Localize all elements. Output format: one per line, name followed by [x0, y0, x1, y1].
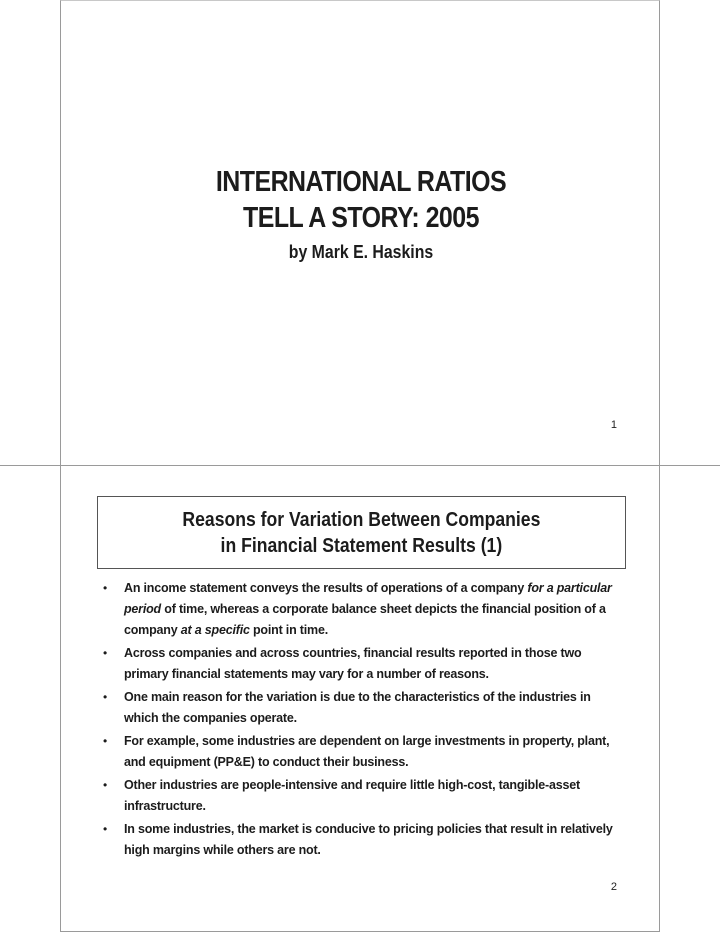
slide-1-page-number: 1	[610, 419, 617, 431]
bullet-list	[103, 578, 618, 863]
bullet-item-4: • For example, some industries are dependent on large investments in property, plant, and equipment (PP&E) to conduct their business.	[103, 731, 618, 773]
slide-2-title-line-1: Reasons for Variation Between Companies	[182, 508, 541, 531]
emphasis-specific: at a specific	[180, 623, 250, 637]
bullet-item-2: • Across companies and across countries, financial results reported in those two primary financial statements may vary for a number of reasons.	[103, 643, 618, 685]
slide-2-title-line-2: in Financial Statement Results (1)	[220, 534, 503, 557]
slide-2	[60, 466, 660, 932]
slide-1-title-line-2: TELL A STORY: 2005	[242, 202, 480, 234]
bullet-item-5: • Other industries are people-intensive and require little high-cost, tangible-asset infrastructure.	[103, 775, 618, 817]
slide-2-page-number: 2	[610, 881, 617, 893]
slide-2-title-box	[97, 496, 626, 569]
slide-1	[60, 0, 660, 466]
slide-1-title-line-1: INTERNATIONAL RATIOS	[215, 166, 507, 198]
bullet-item-3: • One main reason for the variation is due to the characteristics of the industries in which the companies operate.	[103, 687, 618, 729]
emphasis-period: for a particular period	[124, 581, 612, 616]
bullet-item-6: • In some industries, the market is conducive to pricing policies that result in relatively high margins while others are not.	[103, 819, 618, 861]
slide-1-author: by Mark E. Haskins	[288, 242, 434, 262]
slide-1-title	[103, 164, 619, 236]
bullet-item-1: • An income statement conveys the results of operations of a company for a particular period of time, whereas a corporate balance sheet depicts the financial position of a company at a specific point in time.	[103, 578, 618, 641]
slide-2-title	[183, 507, 541, 559]
